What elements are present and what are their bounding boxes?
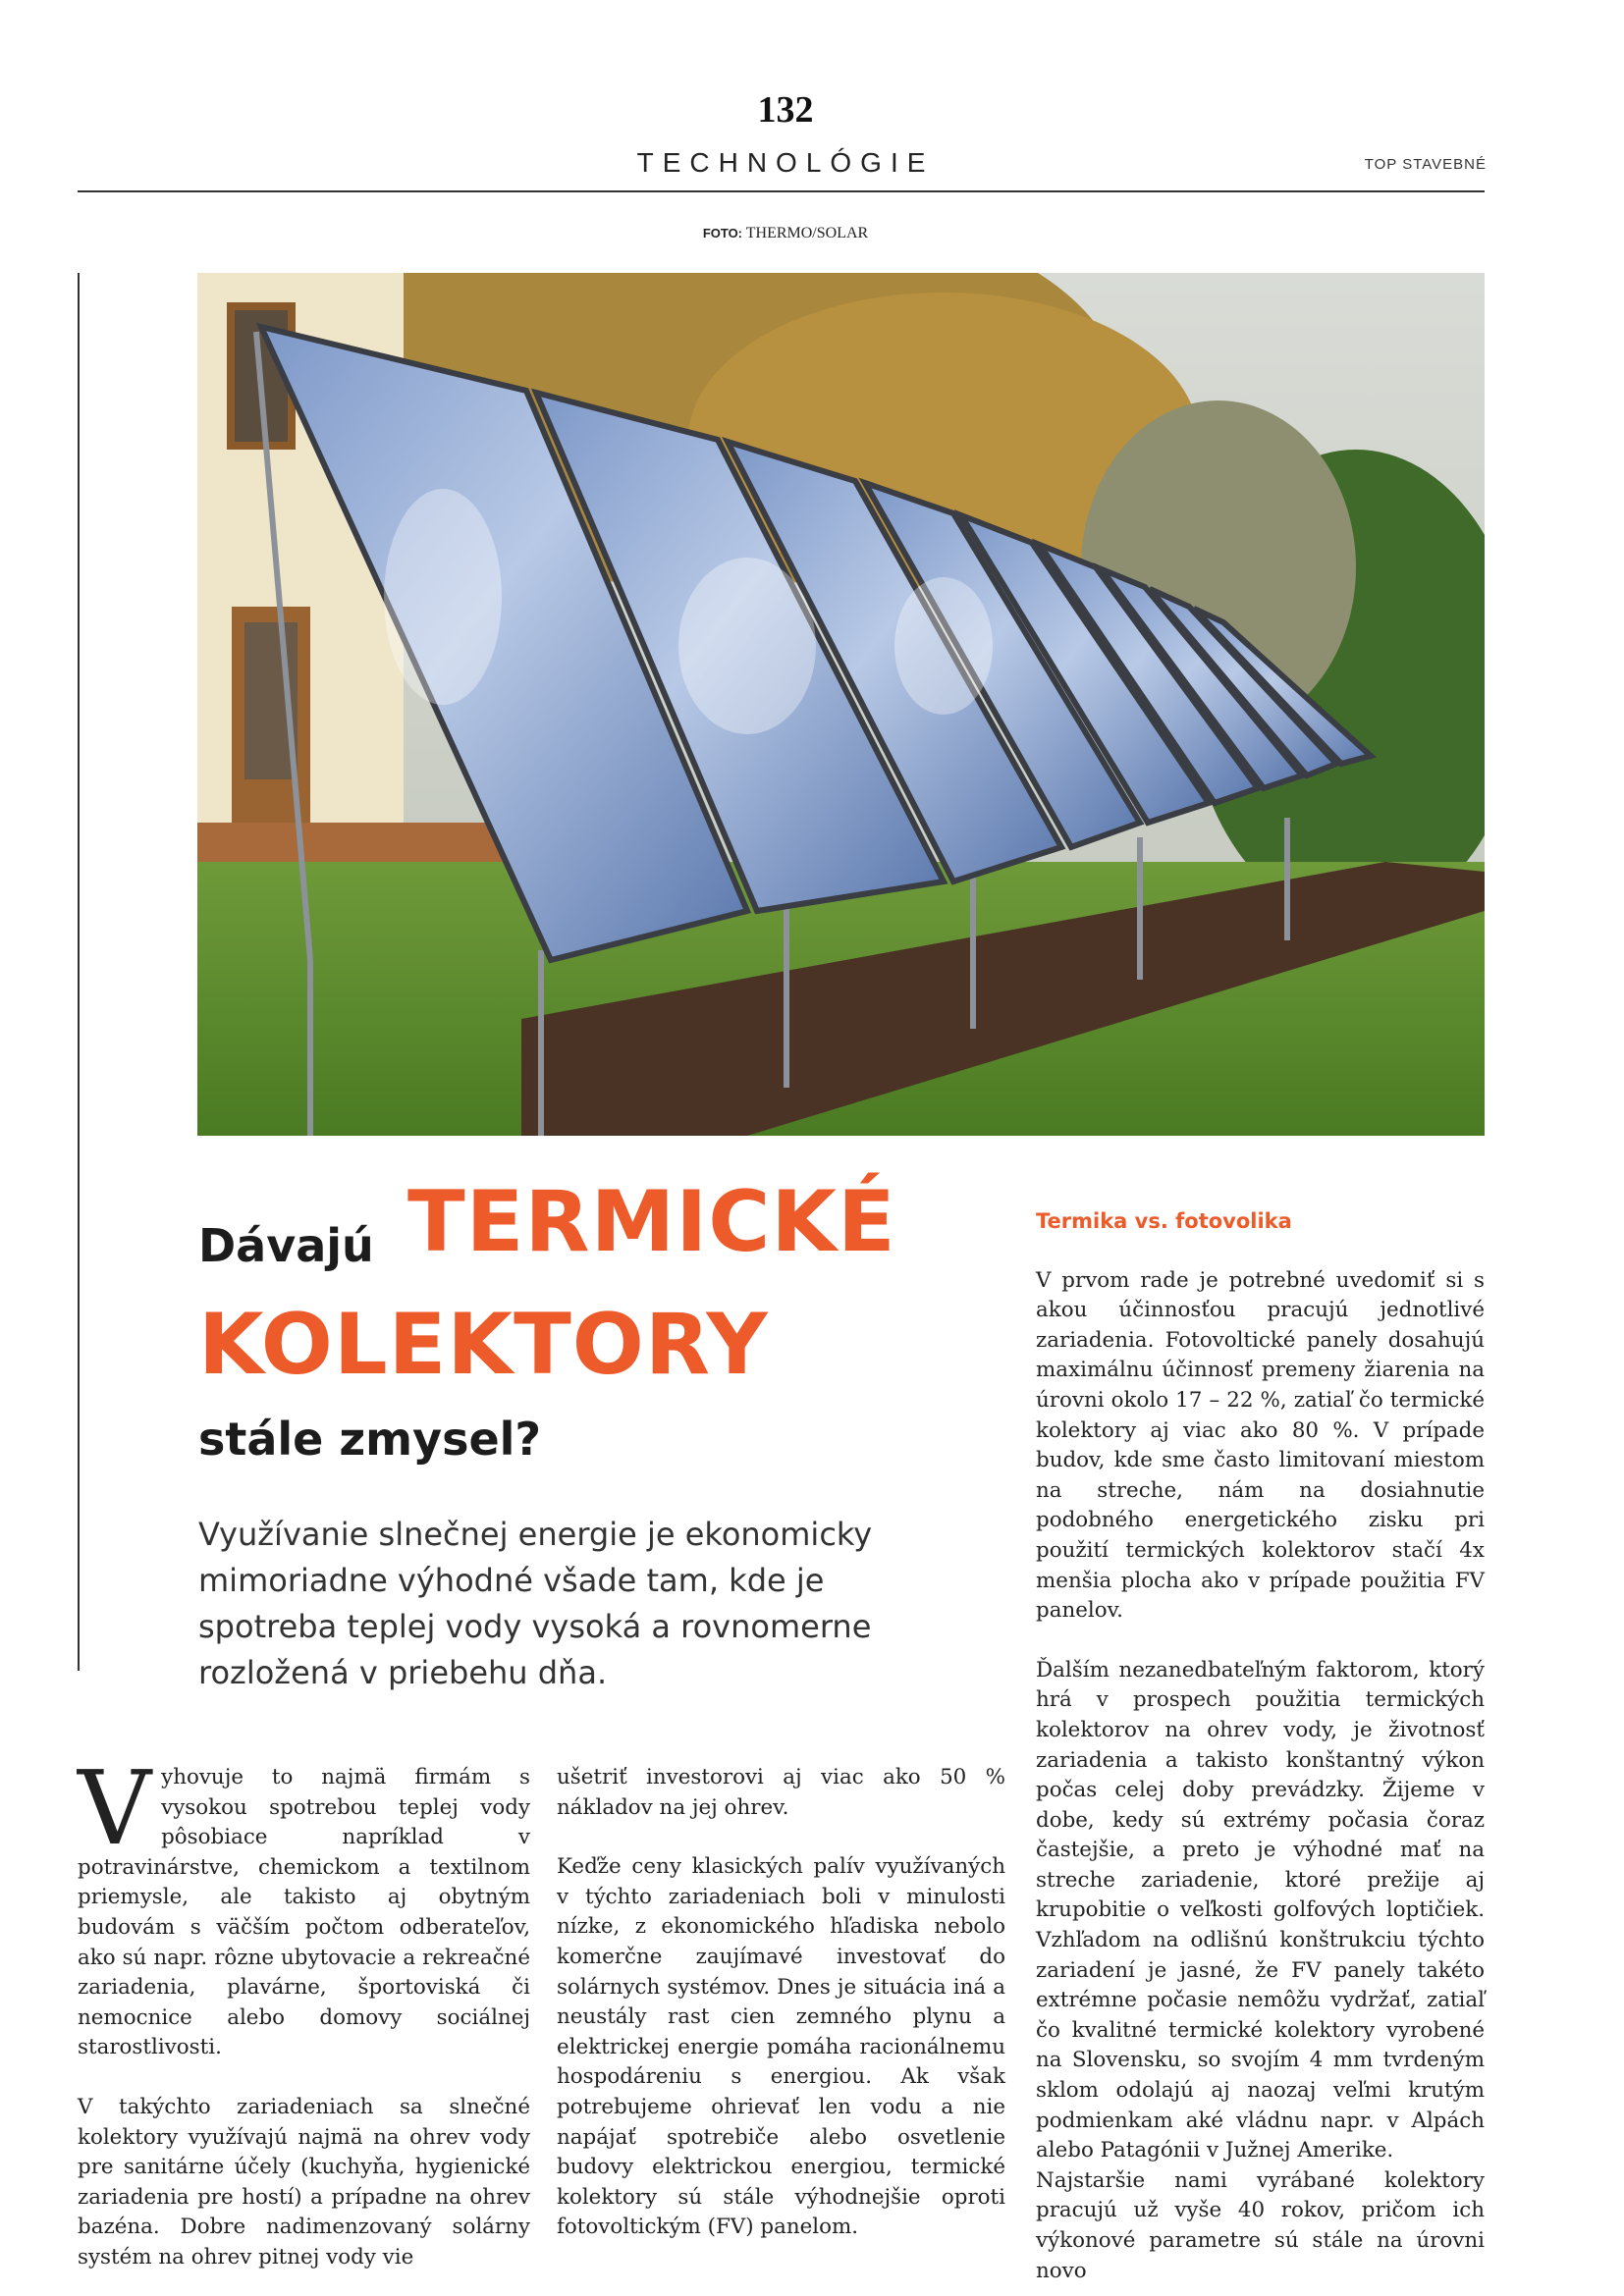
photo-credit-value: THERMO/SOLAR xyxy=(745,225,869,241)
paragraph-text: yhovuje to najmä firmám s vysokou spotrebou teplej vody pôsobiace napríklad v potravinárstve, chemickom a textilnom priemysle, ale takisto aj obytným budovám s väčším počtom odberateľov, ako sú napr. rôzne ubytovacie a rekreačné zariadenia, plavárne, športoviská či nemocnice alebo domovy sociálnej starostlivosti. xyxy=(78,1765,530,2060)
body-column-2 xyxy=(557,1763,1005,2272)
body-column-3 xyxy=(1036,1206,1485,2296)
body-column-1 xyxy=(78,1748,530,2296)
paragraph: Keďže ceny klasických palív využívaných v týchto zariadeniach boli v minulosti nízke, z ekonomického hľadiska nebolo komerčne zaujímavé investovať do solárnych systémov. Dnes je situácia iná a neustály rast cien zemného plynu a elektrickej energie pomáha racionálnemu hospodáreniu s energiou. Ak však potrebujeme ohrievať len vodu a nie napájať spotrebiče alebo osvetlenie budovy elektrickou energiou, termické kolektory sú stále výhodnejšie oproti fotovoltickým (FV) panelom. xyxy=(557,1854,1005,2240)
magazine-brand: TOP STAVEBNÉ xyxy=(1364,156,1487,173)
paragraph: Ďalším nezanedbateľným faktorom, ktorý hrá v prospech použitia termických kolektorov na ohrev vody, je životnosť zariadenia a takisto konštantný výkon počas celej doby prevádzky. Žijeme v dobe, kedy sú extrémy počasia čoraz častejšie, a preto je výhodné mať na streche zariadenie, ktoré prežije aj krupobitie o veľkosti golfových loptičiek. Vzhľadom na odlišnú konštrukciu týchto zariadení je jasné, že FV panely takéto extrémne počasie nemôžu vydržať, zatiaľ čo kvalitné termické kolektory vyrobené na Slovensku, so svojím 4 mm tvrdeným sklom odolajú aj naozaj veľmi krutým podmienkam aké vládnu napr. v Alpách alebo Patagónii v Južnej Amerike. xyxy=(1036,1657,1485,2163)
drop-cap: V xyxy=(78,1748,152,1868)
headline-highlight2: KOLEKTORY xyxy=(198,1296,769,1394)
paragraph: V takýchto zariadeniach sa slnečné kolektory využívajú najmä na ohrev vody pre sanitárne účely (kuchyňa, hygienické zariadenia pre hostí) a prípadne na ohrev bazéna. Dobre nadimenzovaný solárny systém na ohrev pitnej vody vie xyxy=(78,2094,530,2269)
page-number: 132 xyxy=(757,89,814,131)
paragraph: ušetriť investorovi aj viac ako 50 % nákladov na jej ohrev. xyxy=(557,1765,1005,1820)
paragraph xyxy=(78,1748,530,2063)
photo-credit-label: FOTO: xyxy=(702,226,743,240)
article-lead: Využívanie slnečnej energie je ekonomicky mimoriadne výhodné všade tam, kde je spotreba teplej vody vysoká a rovnomerne rozložená v priebehu dňa. xyxy=(198,1516,873,1691)
paragraph: Najstaršie nami vyrábané kolektory pracujú už vyše 40 rokov, pričom ich výkonové parametre sú stále na úrovni novo xyxy=(1036,2167,1485,2283)
section-title: TECHNOLÓGIE xyxy=(636,147,935,178)
paragraph: V prvom rade je potrebné uvedomiť si s akou účinnosťou pracujú jednotlivé zariadenia. Fotovoltické panely dosahujú maximálnu účinnosť premeny žiarenia na úrovni okolo 17 – 22 %, zatiaľ čo termické kolektory aj viac ako 80 %. V prípade budov, kde sme často limitovaní miestom na streche, nám na dosiahnutie podobného energetického zisku pri použití termických kolektorov stačí 4x menšia plocha ako v prípade použitia FV panelov. xyxy=(1036,1267,1485,1624)
headline-highlight1: TERMICKÉ xyxy=(407,1173,896,1271)
photo-credit xyxy=(0,225,1571,242)
solar-panel-illustration xyxy=(197,273,1485,1136)
side-divider xyxy=(78,273,80,1671)
header-divider xyxy=(78,190,1485,192)
headline-word1: Dávajú xyxy=(198,1219,374,1272)
headline-ending: stále zmysel? xyxy=(198,1413,542,1466)
section-subheading: Termika vs. fotovolika xyxy=(1036,1209,1292,1233)
solar-collectors-photo xyxy=(197,273,1485,1136)
